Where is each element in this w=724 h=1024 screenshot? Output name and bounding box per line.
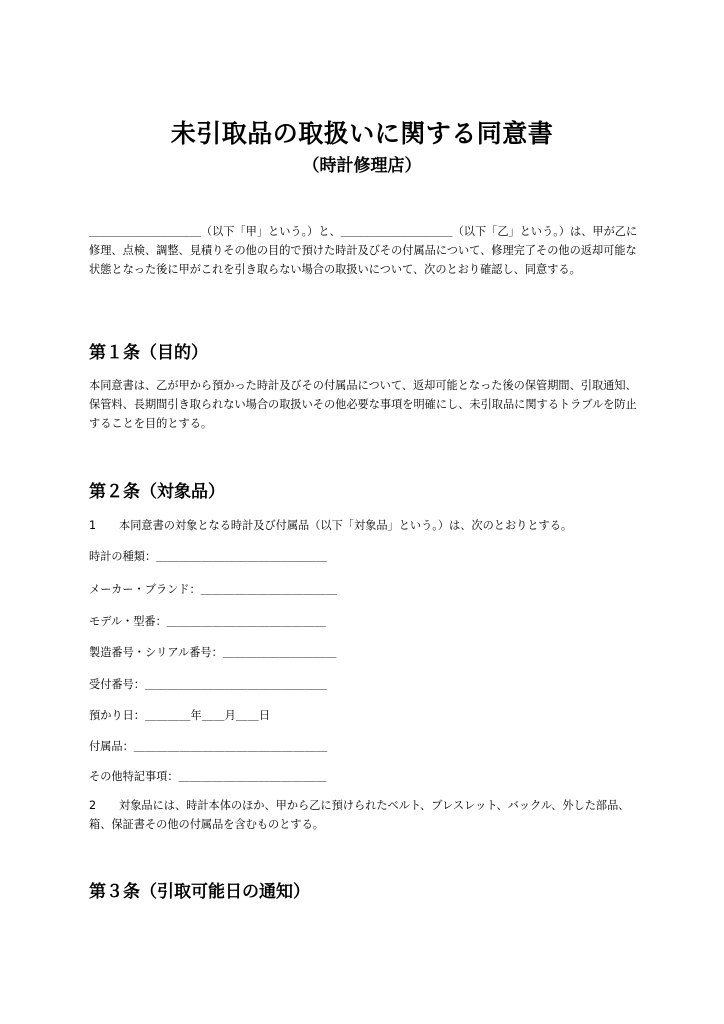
article-2-item-1 bbox=[89, 518, 572, 534]
field-label: その他特記事項： bbox=[89, 770, 179, 783]
document-subtitle: （時計修理店） bbox=[302, 156, 422, 176]
article-1-heading: 第１条（目的） bbox=[89, 343, 208, 363]
field-accessories bbox=[89, 739, 327, 755]
field-receipt-number bbox=[89, 677, 327, 693]
article-2-heading: 第２条（対象品） bbox=[89, 482, 225, 502]
field-blank: ＿＿＿＿＿＿＿＿＿＿＿＿＿＿＿＿ bbox=[144, 678, 328, 691]
document-title: 未引取品の取扱いに関する同意書 bbox=[170, 119, 554, 148]
article-3-heading: 第３条（引取可能日の通知） bbox=[89, 882, 310, 902]
article-1-body: 本同意書は、乙が甲から預かった時計及びその付属品について、返却可能となった後の保管期間、引取通知、保管料、長期間引き取られない場合の取扱いその他必要な事項を明確にし、未引取品に関するトラブルを防止することを目的とする。 bbox=[89, 379, 637, 430]
field-label: モデル・型番： bbox=[89, 615, 167, 628]
item-number: 2 bbox=[89, 799, 97, 812]
field-special-notes bbox=[89, 769, 327, 785]
field-label: 製造番号・シリアル番号： bbox=[89, 646, 223, 659]
field-blank: ＿＿＿＿＿＿＿＿＿＿＿＿＿ bbox=[178, 770, 327, 783]
field-maker-brand bbox=[89, 582, 337, 598]
field-blank: ＿＿＿＿＿＿＿＿＿＿＿＿＿＿ bbox=[166, 615, 327, 628]
field-model-number bbox=[89, 614, 326, 630]
field-label: 付属品： bbox=[89, 740, 134, 753]
field-label: 受付番号： bbox=[89, 678, 145, 691]
field-label: 預かり日： bbox=[89, 709, 145, 722]
field-blank: ＿＿＿＿＿＿＿＿＿＿＿＿＿＿＿＿＿ bbox=[133, 740, 328, 753]
item-text: 対象品には、時計本体のほか、甲から乙に預けられたベルト、ブレスレット、バックル、外した部品、箱、保証書その他の付属品を含むものとする。 bbox=[89, 799, 630, 831]
field-blank: ＿＿＿＿＿＿＿＿＿＿＿＿＿＿＿ bbox=[156, 550, 327, 563]
item-text: 本同意書の対象となる時計及び付属品（以下「対象品」という。）は、次のとおりとする。 bbox=[119, 519, 573, 532]
field-blank: ＿＿＿＿＿＿＿＿＿＿＿＿ bbox=[200, 583, 338, 596]
article-2-item-2 bbox=[89, 796, 639, 834]
field-deposit-date bbox=[89, 708, 270, 724]
intro-paragraph: ＿＿＿＿＿＿＿＿＿＿（以下「甲」という。）と、＿＿＿＿＿＿＿＿＿＿（以下「乙」という。）は、甲が乙に修理、点検、調整、見積りその他の目的で預けた時計及びその付属品について、修理完了その他の返却可能な状態となった後に甲がこれを引き取らない場合の取扱いについて、次のとおり確認し、同意する。 bbox=[89, 225, 638, 276]
field-watch-type bbox=[89, 549, 327, 565]
item-number: 1 bbox=[89, 519, 97, 532]
field-blank: ＿＿＿＿＿＿＿＿＿＿ bbox=[222, 646, 337, 659]
field-blank: ＿＿＿＿年＿＿月＿＿日 bbox=[144, 709, 271, 722]
field-serial-number bbox=[89, 645, 337, 661]
field-label: メーカー・ブランド： bbox=[89, 583, 201, 596]
field-label: 時計の種類： bbox=[89, 550, 157, 563]
